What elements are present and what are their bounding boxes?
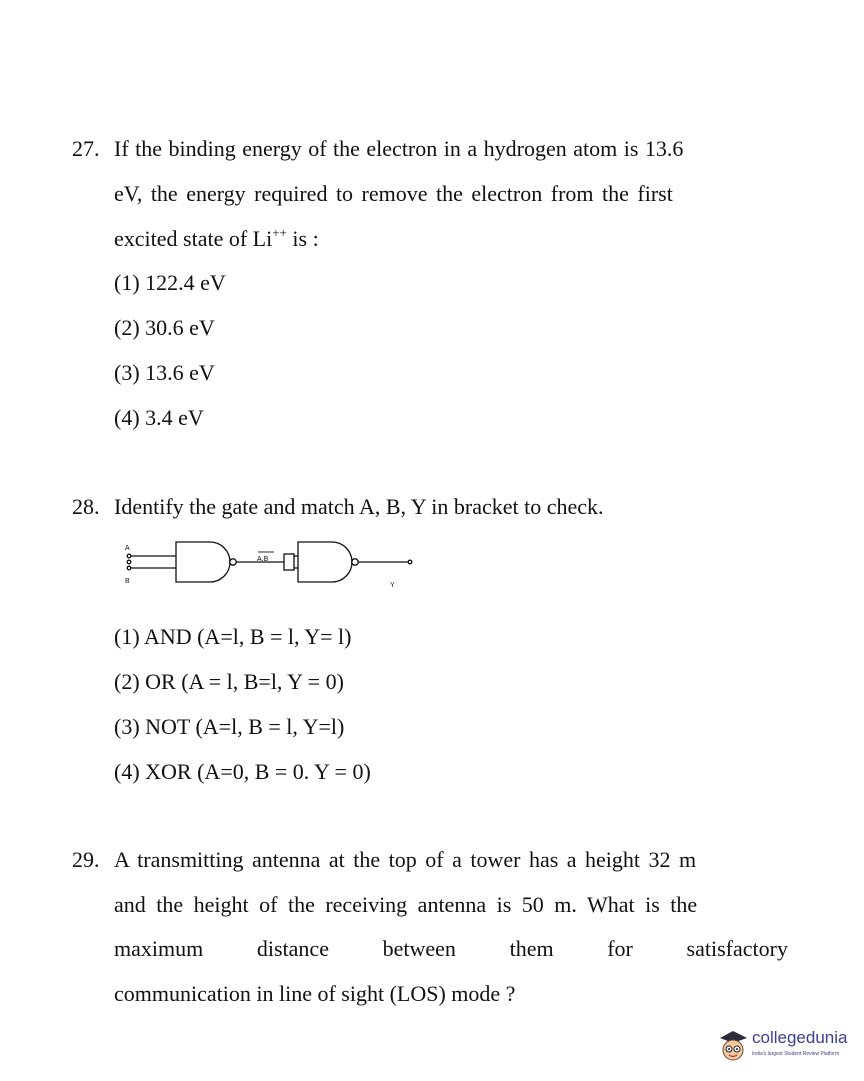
question-27-option-3: (3) 13.6 eV: [114, 360, 215, 385]
collegedunia-logo: [716, 1024, 856, 1072]
question-29-line-4: communication in line of sight (LOS) mode ?: [114, 981, 516, 1006]
question-27-line-1: If the binding energy of the electron in a hydrogen atom is 13.6: [114, 136, 684, 161]
question-28-option-3: (3) NOT (A=l, B = l, Y=l): [114, 714, 345, 739]
intermediate-label: A.B: [257, 556, 269, 563]
logic-gate-diagram: [118, 538, 418, 590]
second-nand-gate: [298, 542, 352, 582]
question-28-option-1: (1) AND (A=l, B = l, Y= l): [114, 624, 352, 649]
input-a-terminal: [127, 554, 131, 558]
input-terminal: [127, 560, 131, 564]
question-27-option-4: (4) 3.4 eV: [114, 405, 204, 430]
second-nand-bubble: [352, 559, 358, 565]
output-label: Y: [390, 582, 395, 589]
nand-gate: [176, 542, 230, 582]
question-28-option-4: (4) XOR (A=0, B = 0. Y = 0): [114, 759, 371, 784]
logo-tagline: India's largest Student Review Platform: [752, 1051, 840, 1057]
question-27-line-3: excited state of Li++ is :: [114, 225, 319, 251]
input-b-terminal: [127, 566, 131, 570]
input-a-label: A: [125, 545, 130, 552]
question-29-line-2: and the height of the receiving antenna is 50 m. What is the: [114, 892, 698, 917]
question-29-line-3: maximum distance between them for satisfactory: [114, 936, 788, 961]
output-terminal: [408, 560, 412, 564]
question-27-line-2: eV, the energy required to remove the electron from the first: [114, 181, 673, 206]
input-b-label: B: [125, 578, 130, 585]
question-28-text: Identify the gate and match A, B, Y in bracket to check.: [114, 494, 604, 519]
connection-block: [284, 554, 294, 570]
question-29-number: 29.: [72, 847, 100, 872]
question-29-line-1: A transmitting antenna at the top of a tower has a height 32 m: [114, 847, 697, 872]
nand-bubble: [230, 559, 236, 565]
mascot-icon: [716, 1026, 750, 1066]
question-27-option-2: (2) 30.6 eV: [114, 315, 215, 340]
logo-text: collegedunia: [752, 1028, 848, 1047]
question-28-number: 28.: [72, 494, 100, 519]
question-27-number: 27.: [72, 136, 100, 161]
question-27-option-1: (1) 122.4 eV: [114, 270, 226, 295]
question-28-option-2: (2) OR (A = l, B=l, Y = 0): [114, 669, 344, 694]
